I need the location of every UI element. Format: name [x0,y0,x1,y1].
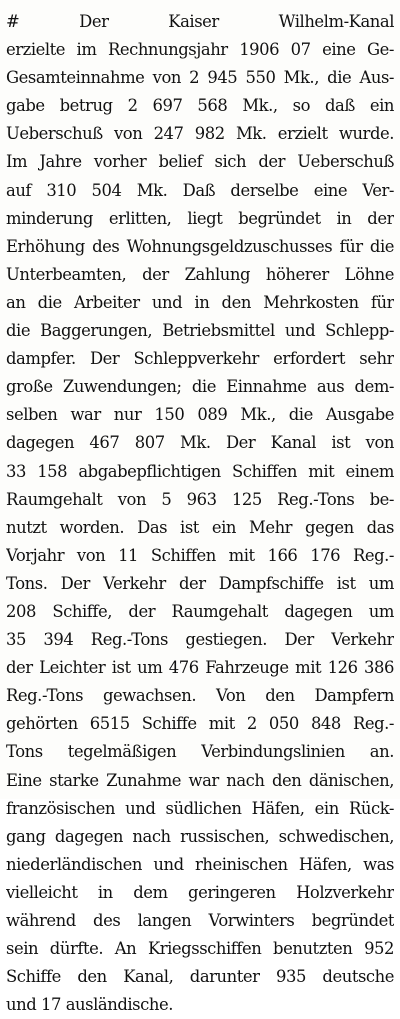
text-line: Unterbeamten, der Zahlung höherer Löhne [6,264,394,284]
text-line: auf 310 504 Mk. Daß derselbe eine Ver- [6,180,394,200]
text-line: niederländischen und rheinischen Häfen, was [6,854,394,874]
text-line: Schiffe den Kanal, darunter 935 deutsche [6,967,394,987]
text-line: dagegen 467 807 Mk. Der Kanal ist von [6,433,394,453]
text-line: 33 158 abgabepflichtigen Schiffen mit einem [6,461,394,481]
text-line: große Zuwendungen; die Einnahme aus dem- [6,377,394,397]
text-line: gehörten 6515 Schiffe mit 2 050 848 Reg.- [6,714,394,734]
text-line: Tons. Der Verkehr der Dampfschiffe ist um [6,573,394,593]
text-line: und 17 ausländische. [6,995,173,1015]
text-line: während des langen Vorwinters begründet [6,911,394,930]
text-line: Reg.-Tons gewachsen. Von den Dampfern [6,686,394,706]
text-line: 208 Schiffe, der Raumgehalt dagegen um [6,601,394,621]
text-line: gang dagegen nach russischen, schwedischen, [6,826,394,846]
text-line: Raumgehalt von 5 963 125 Reg.-Tons be- [6,489,394,509]
text-line: gabe betrug 2 697 568 Mk., so daß ein [6,96,394,116]
text-line: Ueberschuß von 247 982 Mk. erzielt wurde. [6,124,394,144]
text-line: selben war nur 150 089 Mk., die Ausgabe [6,405,394,425]
text-line: Erhöhung des Wohnungsgeldzuschusses für die [6,236,394,256]
text-line: nutzt worden. Das ist ein Mehr gegen das [6,517,394,537]
text-line: an die Arbeiter und in den Mehrkosten für [6,292,394,312]
text-line: Tons tegelmäßigen Verbindungslinien an. [6,742,394,762]
text-line: vielleicht in dem geringeren Holzverkehr [6,882,394,902]
article-headline-line: # Der Kaiser Wilhelm-Kanal [6,12,394,31]
text-line: der Leichter ist um 476 Fahrzeuge mit 126 386 [6,658,394,678]
text-line: 35 394 Reg.-Tons gestiegen. Der Verkehr [6,630,394,650]
text-line: sein dürfte. An Kriegsschiffen benutzten 952 [6,939,394,959]
text-line: Im Jahre vorher belief sich der Ueberschuß [6,152,394,172]
text-line: minderung erlitten, liegt begründet in der [6,208,394,228]
text-line: erzielte im Rechnungsjahr 1906 07 eine Ge- [6,40,394,60]
text-line: dampfer. Der Schleppverkehr erfordert sehr [6,349,394,369]
text-line: französischen und südlichen Häfen, ein Rück- [6,798,394,818]
text-line: die Baggerungen, Betriebsmittel und Schlepp- [6,321,394,341]
text-line: Gesamteinnahme von 2 945 550 Mk., die Aus- [6,68,394,88]
text-line: Eine starke Zunahme war nach den dänischen, [6,770,394,790]
text-line: Vorjahr von 11 Schiffen mit 166 176 Reg.- [6,545,394,565]
article-body [6,8,394,1019]
